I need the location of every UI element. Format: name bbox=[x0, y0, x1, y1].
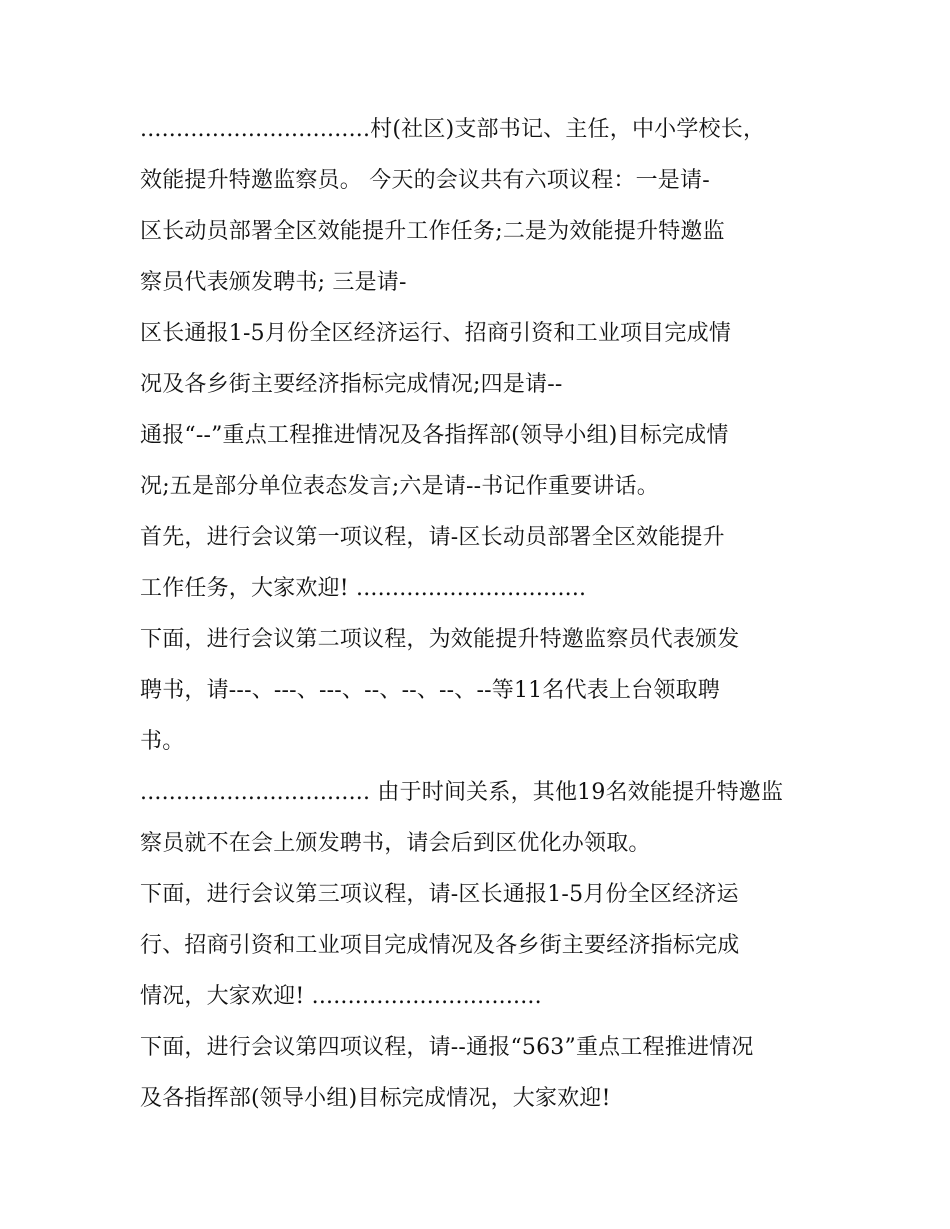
text-line: ................................ 由于时间关系，其他19名效能提升特邀监 bbox=[140, 780, 784, 805]
text-line: 效能提升特邀监察员。 今天的会议共有六项议程：一是请- bbox=[140, 168, 710, 193]
text-line: 行、招商引资和工业项目完成情况及各乡街主要经济指标完成 bbox=[140, 933, 740, 958]
text-line: 下面，进行会议第三项议程，请-区长通报1-5月份全区经济运 bbox=[140, 882, 739, 907]
text-line: 区长通报1-5月份全区经济运行、招商引资和工业项目完成情 bbox=[140, 321, 732, 346]
text-line: 书。 bbox=[140, 729, 185, 754]
text-line: 通报“--”重点工程推进情况及各指挥部(领导小组)目标完成情 bbox=[140, 423, 729, 448]
text-line: 察员就不在会上颁发聘书，请会后到区优化办领取。 bbox=[140, 831, 651, 856]
text-line: 区长动员部署全区效能提升工作任务;二是为效能提升特邀监 bbox=[140, 219, 725, 244]
text-line: 况及各乡街主要经济指标完成情况;四是请-- bbox=[140, 372, 563, 397]
text-line: 聘书，请---、---、---、--、--、--、--等11名代表上台领取聘 bbox=[140, 678, 720, 703]
document-body bbox=[140, 112, 830, 1132]
text-line: 下面，进行会议第四项议程，请--通报“563”重点工程推进情况 bbox=[140, 1035, 754, 1060]
text-line: 下面，进行会议第二项议程，为效能提升特邀监察员代表颁发 bbox=[140, 627, 740, 652]
text-line: 情况，大家欢迎! ................................ bbox=[140, 984, 542, 1009]
text-line: ................................村(社区)支部书记、主任，中小学校长， bbox=[140, 117, 766, 142]
text-line: 察员代表颁发聘书; 三是请- bbox=[140, 270, 407, 295]
text-line: 况;五是部分单位表态发言;六是请--书记作重要讲话。 bbox=[140, 474, 659, 499]
text-line: 首先，进行会议第一项议程，请-区长动员部署全区效能提升 bbox=[140, 525, 725, 550]
text-line: 及各指挥部(领导小组)目标完成情况，大家欢迎! bbox=[140, 1086, 611, 1111]
text-line: 工作任务，大家欢迎! ................................ bbox=[140, 576, 587, 601]
